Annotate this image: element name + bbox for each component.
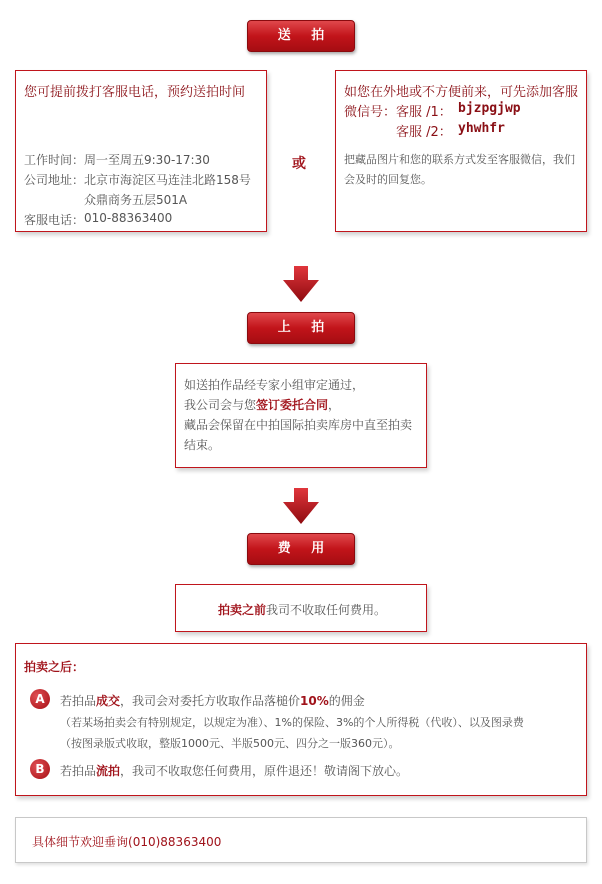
send-section-button: 送 拍 — [247, 20, 355, 52]
address-label: 公司地址： — [24, 173, 85, 187]
before-auction-text — [218, 601, 386, 618]
call-box — [15, 70, 267, 232]
after-b-pre: 若拍品 — [60, 764, 97, 778]
wechat-desc-line1: 把藏品图片和您的联系方式发至客服微信，我们 — [344, 153, 575, 166]
cs1-label: 客服 /1： — [396, 105, 452, 120]
after-b-post: ，我司不收取您任何费用，原件退还！敬请阁下放心。 — [120, 764, 409, 778]
phone-label: 客服电话： — [24, 213, 85, 227]
before-auction-label: 拍卖之前 — [218, 603, 267, 617]
fee-section-button: 费 用 — [247, 533, 355, 565]
hours-label: 工作时间： — [24, 153, 85, 167]
list-box — [175, 363, 427, 468]
after-a-post: 的佣金 — [328, 694, 365, 708]
address-line2: 众鼎商务五层501A — [84, 193, 188, 207]
list-section-button: 上 拍 — [247, 312, 355, 344]
after-a-mid: ，我司会对委托方收取作品落槌价 — [120, 694, 301, 708]
after-a-line2: （若某场拍卖会有特别规定，以规定为准）、1%的保险、3%的个人所得税（代收）、以及图录费 — [60, 716, 524, 729]
after-auction-title: 拍卖之后： — [24, 660, 85, 674]
list-line2-post: ， — [328, 398, 341, 412]
sold-text: 成交 — [96, 694, 121, 708]
before-auction-rest: 我司不收取任何费用。 — [266, 603, 387, 617]
wechat-title: 如您在外地或不方便前来，可先添加客服 — [344, 85, 579, 100]
or-text: 或 — [292, 156, 306, 172]
after-auction-box — [15, 643, 587, 796]
contact-box — [15, 817, 587, 863]
contact-label: 具体细节欢迎垂询 — [32, 835, 129, 849]
down-arrow-icon — [283, 266, 319, 302]
phone-value: 010-88363400 — [84, 211, 173, 225]
wechat-desc-line2: 会及时的回复您。 — [344, 173, 432, 186]
badge-a-icon: A — [30, 689, 50, 709]
list-line4: 结束。 — [184, 438, 221, 452]
contact-text — [32, 833, 221, 850]
list-line2 — [184, 396, 340, 413]
list-line3: 藏品会保留在中拍国际拍卖库房中直至拍卖 — [184, 418, 413, 432]
badge-b-icon: B — [30, 759, 50, 779]
cs2-id: yhwhfr — [458, 121, 505, 136]
contact-phone: (010)88363400 — [128, 835, 222, 849]
cs1-id: bjzpgjwp — [458, 101, 521, 116]
hours-value: 周一至周五9:30-17:30 — [84, 153, 210, 167]
commission-rate: 10% — [300, 694, 329, 708]
before-auction-box — [175, 584, 427, 632]
after-b-line — [60, 762, 408, 779]
after-a-pre: 若拍品 — [60, 694, 97, 708]
list-line1: 如送拍作品经专家小组审定通过， — [184, 378, 365, 392]
after-a-line3: （按图录版式收取，整版1000元、半版500元、四分之一版360元）。 — [60, 737, 400, 750]
after-a-line1 — [60, 692, 365, 709]
contract-text: 签订委托合同 — [256, 398, 329, 412]
wechat-label: 微信号： — [344, 105, 397, 120]
call-box-title: 您可提前拨打客服电话，预约送拍时间 — [24, 85, 246, 100]
address-line1: 北京市海淀区马连洼北路158号 — [84, 173, 251, 187]
wechat-box — [335, 70, 587, 232]
unsold-text: 流拍 — [96, 764, 121, 778]
list-line2-pre: 我公司会与您 — [184, 398, 257, 412]
cs2-label: 客服 /2： — [396, 125, 452, 140]
down-arrow-icon — [283, 488, 319, 524]
